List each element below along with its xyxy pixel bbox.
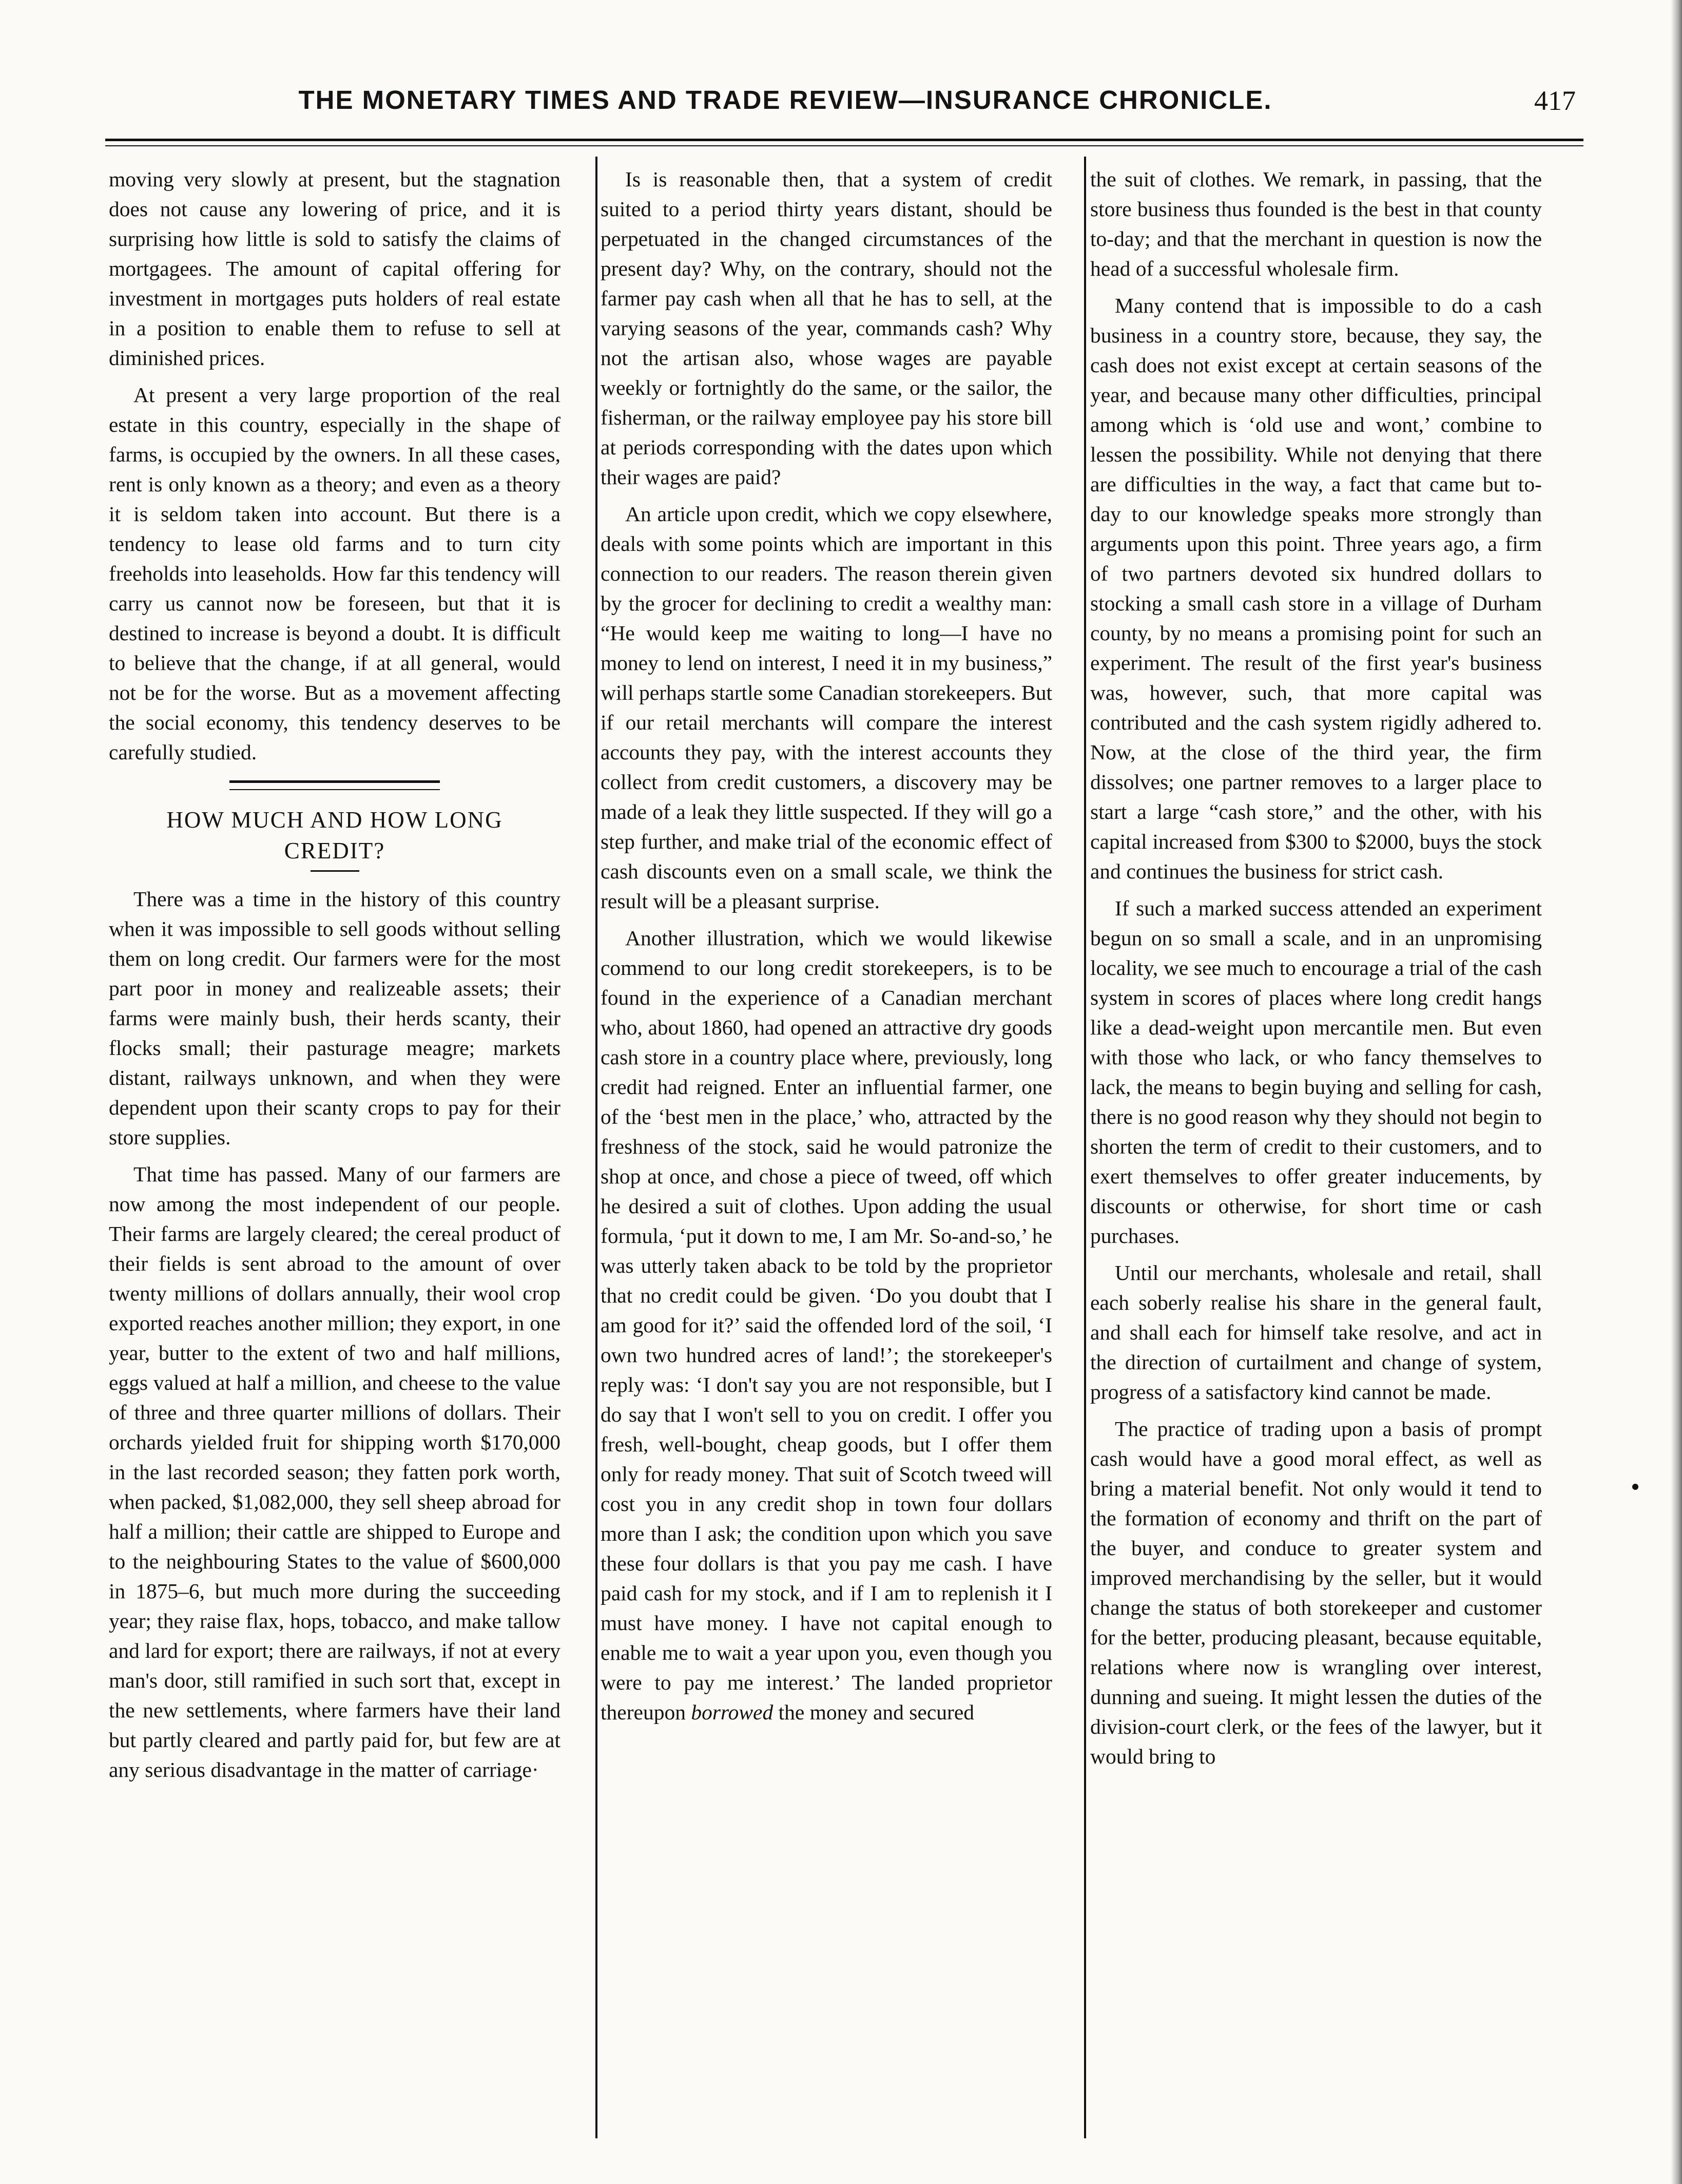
paragraph: Is is reasonable then, that a system of credit suited to a period thirty years distant, should be perpetuated in the changed circumstances of the present day? Why, on the contrary, should not the farmer pay cash when all that he has to sell, at the varying seasons of the year, commands cash? Why not the artisan also, whose wages are payable weekly or fortnightly do the same, or the sailor, the fisherman, or the railway employee pay his store bill at periods corresponding with the dates upon which their wages are paid?	[601, 167, 1052, 489]
paragraph: Many contend that is impossible to do a cash business in a country store, because, they say, the cash does not exist except at certain seasons of the year, and because many other difficulties, principal among which is ‘old use and wont,’ combine to lessen the possibility. While not denying that there are difficulties in the way, a fact that came but to-day to our knowledge speaks more strongly than arguments upon this point. Three years ago, a firm of two partners devoted six hundred dollars to stocking a small cash store in a village of Durham county, by no means a promising point for such an experiment. The result of the first year's business was, however, such, that more capital was contributed and the cash system rigidly adhered to. Now, at the close of the third year, the firm dissolves; one partner removes to a larger place to start a large “cash store,” and the other, with his capital increased from $300 to $2000, buys the stock and continues the business for strict cash.	[1090, 294, 1542, 883]
paragraph: If such a marked success attended an experiment begun on so small a scale, and in an unpromising locality, we see much to encourage a trial of the cash system in scores of places where long credit hangs like a dead-weight upon mercantile men. But even with those who lack, or who fancy themselves to lack, the means to begin buying and selling for cash, there is no good reason why they should not begin to shorten the term of credit to their customers, and to exert themselves to offer greater inducements, by discounts or otherwise, for short time or cash purchases.	[1090, 896, 1542, 1248]
scan-edge-shadow	[1671, 0, 1682, 2184]
section-divider	[229, 780, 440, 790]
column-divider	[595, 157, 597, 2138]
paragraph: That time has passed. Many of our farmers are now among the most independent of our people. Their farms are largely cleared; the cereal product of their fields is sent abroad to the amount of over twenty millions of dollars annually, their wool crop exported reaches another million; they export, in one year, butter to the extent of two and half millions, eggs valued at half a million, and cheese to the value of three and three quarter millions of dollars. Their orchards yielded fruit for shipping worth $170,000 in the last recorded season; they fatten pork worth, when packed, $1,082,000, they sell sheep abroad for half a million; their cattle are shipped to Europe and to the neighbouring States to the value of $600,000 in 1875–6, but much more during the succeeding year; they raise flax, hops, tobacco, and make tallow and lard for export; there are railways, if not at every man's door, still ramified in such sort that, except in the new settlements, where farmers have their land but partly cleared and partly paid for, but few are at any serious disadvantage in the matter of carriage·	[109, 1162, 560, 1781]
paragraph: There was a time in the history of this country when it was impossible to sell goods without selling them on long credit. Our farmers were for the most part poor in money and realizeable assets; their farms were mainly bush, their herds scanty, their flocks small; their pasturage meagre; markets distant, railways unknown, and when they were dependent upon their scanty crops to pay for their store supplies.	[109, 887, 560, 1149]
text-run: the money and secured	[773, 1700, 975, 1724]
running-title: THE MONETARY TIMES AND TRADE REVIEW—INSURANCE CHRONICLE.	[298, 85, 1272, 114]
column-divider	[1084, 157, 1086, 2138]
column-2	[601, 164, 1052, 1734]
page-header	[108, 85, 1591, 126]
text-run: Another illustration, which we would likewise commend to our long credit storekeepers, is to be found in the experience of a Canadian merchant who, about 1860, had opened an attractive dry goods cash store in a country place where, previously, long credit had reigned. Enter an influential farmer, one of the ‘best men in the place,’ who, attracted by the freshness of the stock, said he would patronize the shop at once, and chose a piece of tweed, off which he desired a suit of clothes. Upon adding the usual formula, ‘put it down to me, I am Mr. So-and-so,’ he was utterly taken aback to be told by the proprietor that no credit could be given. ‘Do you doubt that I am good for it?’ said the offended lord of the soil, ‘I own two hundred acres of land!’; the storekeeper's reply was: ‘I don't say you are not responsible, but I do say that I won't sell to you on credit. I offer you fresh, well-bought, cheap goods, but I offer them only for ready money. That suit of Scotch tweed will cost you in any credit shop in town four dollars more than I ask; the condition upon which you save these four dollars is that you pay me cash. I have paid cash for my stock, and if I am to replenish it I must have money. I have not capital enough to enable me to wait a year upon you, even though you were to pay me interest.’ The landed proprietor thereupon	[601, 926, 1052, 1724]
paragraph: the suit of clothes. We remark, in passing, that the store business thus founded is the best in that county to-day; and that the merchant in question is now the head of a successful wholesale firm.	[1090, 167, 1542, 280]
column-3	[1090, 164, 1542, 1778]
page-number: 417	[1534, 85, 1576, 116]
heading-line: CREDIT?	[284, 838, 385, 864]
paragraph: Until our merchants, wholesale and retail, shall each soberly realise his share in the general fault, and shall each for himself take resolve, and act in the direction of curtailment and change of system, progress of a satisfactory kind cannot be made.	[1090, 1261, 1542, 1404]
section-heading	[109, 804, 560, 866]
column-1	[109, 164, 560, 1792]
italic-word: borrowed	[691, 1700, 774, 1724]
ink-speck	[1632, 1484, 1638, 1490]
paragraph	[601, 923, 1052, 1727]
paragraph: The practice of trading upon a basis of prompt cash would have a good moral effect, as well as bring a material benefit. Not only would it tend to the formation of economy and thrift on the part of the buyer, and conduce to greater system and improved merchandising by the seller, but it would change the status of both storekeeper and customer for the better, producing pleasant, because equitable, relations where now is wrangling over interest, dunning and sueing. It might lessen the duties of the division-court clerk, or the fees of the lawyer, but it would bring to	[1090, 1417, 1542, 1768]
heading-rule	[311, 870, 359, 872]
header-rule-thick	[105, 139, 1583, 141]
paragraph: moving very slowly at present, but the stagnation does not cause any lowering of price, and it is surprising how little is sold to satisfy the claims of mortgagees. The amount of capital offering for investment in mortgages puts holders of real estate in a position to enable them to refuse to sell at diminished prices.	[109, 167, 560, 370]
paragraph: At present a very large proportion of the real estate in this country, especially in the shape of farms, is occupied by the owners. In all these cases, rent is only known as a theory; and even as a theory it is seldom taken into account. But there is a tendency to lease old farms and to turn city freeholds into leaseholds. How far this tendency will carry us cannot now be foreseen, but that it is destined to increase is beyond a doubt. It is difficult to believe that the change, if at all general, would not be for the worse. But as a movement affecting the social economy, this tendency deserves to be carefully studied.	[109, 383, 560, 764]
heading-line: HOW MUCH AND HOW LONG	[166, 807, 503, 833]
header-rule-thin	[105, 145, 1583, 146]
paragraph: An article upon credit, which we copy elsewhere, deals with some points which are important in this connection to our readers. The reason therein given by the grocer for declining to credit a wealthy man: “He would keep me waiting to long—I have no money to lend on interest, I need it in my business,” will perhaps startle some Canadian storekeepers. But if our retail merchants will compare the interest accounts they pay, with the interest accounts they collect from credit customers, a discovery may be made of a leak they little suspected. If they will go a step further, and make trial of the economic effect of cash discounts even on a small scale, we think the result will be a pleasant surprise.	[601, 502, 1052, 913]
